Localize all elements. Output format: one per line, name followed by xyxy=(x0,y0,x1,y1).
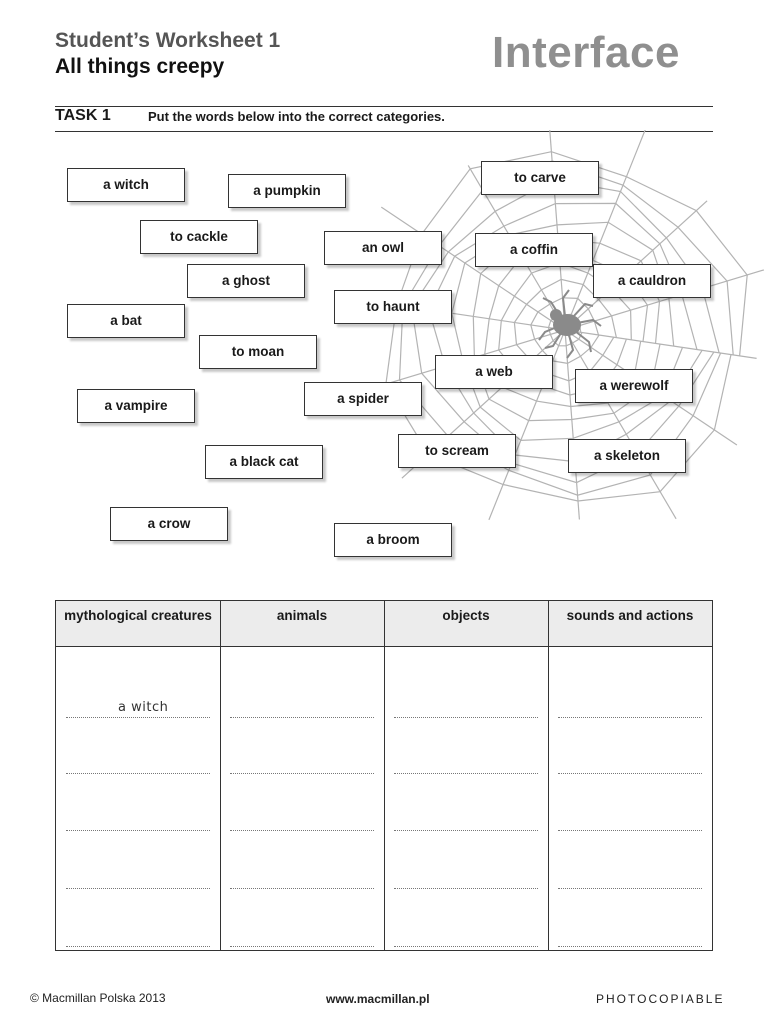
word-card[interactable]: an owl xyxy=(324,231,442,265)
word-card[interactable]: a cauldron xyxy=(593,264,711,298)
column-header-mythological-creatures: mythological creatures xyxy=(56,601,220,647)
writing-line[interactable] xyxy=(394,717,538,718)
brand-logo: Interface xyxy=(492,28,680,77)
writing-line[interactable] xyxy=(230,717,374,718)
writing-line[interactable] xyxy=(394,830,538,831)
writing-line[interactable] xyxy=(558,888,702,889)
word-card[interactable]: a crow xyxy=(110,507,228,541)
word-card[interactable]: a coffin xyxy=(475,233,593,267)
word-card[interactable]: to moan xyxy=(199,335,317,369)
column-divider xyxy=(384,601,385,950)
writing-line[interactable] xyxy=(394,888,538,889)
writing-line[interactable] xyxy=(230,888,374,889)
word-card[interactable]: to scream xyxy=(398,434,516,468)
word-card[interactable]: a pumpkin xyxy=(228,174,346,208)
writing-line[interactable] xyxy=(66,946,210,947)
column-header-sounds-and-actions: sounds and actions xyxy=(548,601,712,647)
word-card[interactable]: a web xyxy=(435,355,553,389)
word-card[interactable]: to carve xyxy=(481,161,599,195)
word-card[interactable]: a vampire xyxy=(77,389,195,423)
writing-line[interactable] xyxy=(558,946,702,947)
footer-photocopiable: PHOTOCOPIABLE xyxy=(596,992,725,1006)
footer-copyright: © Macmillan Polska 2013 xyxy=(30,991,166,1005)
writing-line[interactable] xyxy=(394,773,538,774)
category-table xyxy=(55,600,713,951)
writing-line[interactable] xyxy=(66,888,210,889)
worksheet-subtitle: Student’s Worksheet 1 xyxy=(55,29,281,52)
writing-line[interactable] xyxy=(558,773,702,774)
footer-website: www.macmillan.pl xyxy=(326,992,430,1006)
handwritten-answer[interactable]: a witch xyxy=(118,700,169,715)
word-card[interactable]: a broom xyxy=(334,523,452,557)
word-card[interactable]: to cackle xyxy=(140,220,258,254)
writing-line[interactable] xyxy=(558,830,702,831)
column-header-animals: animals xyxy=(220,601,384,647)
writing-line[interactable] xyxy=(230,830,374,831)
word-card[interactable]: a werewolf xyxy=(575,369,693,403)
word-card[interactable]: a ghost xyxy=(187,264,305,298)
worksheet-title: All things creepy xyxy=(55,55,225,78)
column-divider xyxy=(548,601,549,950)
column-divider xyxy=(220,601,221,950)
writing-line[interactable] xyxy=(558,717,702,718)
task-instruction: Put the words below into the correct categories. xyxy=(148,109,445,124)
word-card[interactable]: a skeleton xyxy=(568,439,686,473)
word-card[interactable]: a spider xyxy=(304,382,422,416)
writing-line[interactable] xyxy=(66,773,210,774)
writing-line[interactable] xyxy=(230,946,374,947)
task-label: TASK 1 xyxy=(55,107,111,124)
word-card[interactable]: to haunt xyxy=(334,290,452,324)
word-card[interactable]: a witch xyxy=(67,168,185,202)
writing-line[interactable] xyxy=(66,830,210,831)
writing-line[interactable] xyxy=(230,773,374,774)
word-card[interactable]: a black cat xyxy=(205,445,323,479)
writing-line[interactable] xyxy=(66,717,210,718)
column-header-objects: objects xyxy=(384,601,548,647)
task-top-rule xyxy=(55,106,713,107)
writing-line[interactable] xyxy=(394,946,538,947)
web-spoke xyxy=(565,330,676,519)
word-card[interactable]: a bat xyxy=(67,304,185,338)
